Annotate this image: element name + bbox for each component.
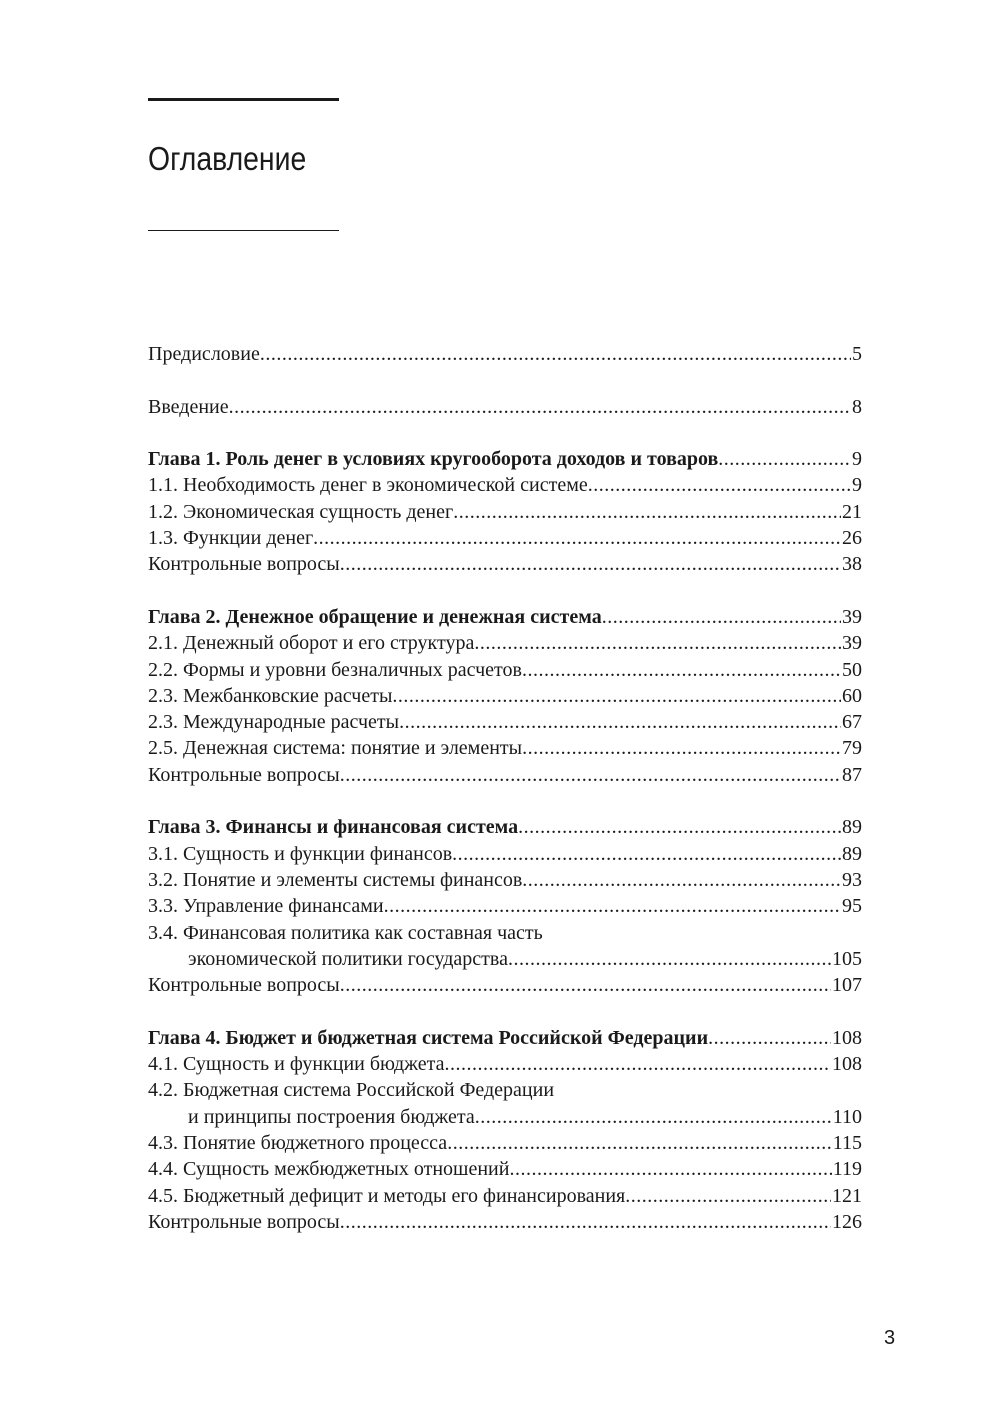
leader-dots <box>474 630 841 656</box>
toc-entry-2-2[interactable] <box>148 657 862 683</box>
toc-entry-text: 3.1. Сущность и функции финансов <box>148 842 453 865</box>
toc-page-number: 108 <box>832 1026 862 1049</box>
toc-page-number: 107 <box>832 974 862 997</box>
toc-group-chapter-3 <box>148 814 862 998</box>
toc-page-number: 93 <box>842 868 862 891</box>
toc-page-number: 39 <box>842 605 862 628</box>
toc-entry-text: 3.3. Управление финансами <box>148 895 384 918</box>
toc-entry-2-3[interactable] <box>148 683 862 709</box>
leader-dots <box>340 762 841 788</box>
toc-entry-2-5[interactable] <box>148 735 862 761</box>
page-title: Оглавление <box>148 140 307 177</box>
toc-page-number: 39 <box>842 632 862 655</box>
toc-page-number: 50 <box>842 658 862 681</box>
toc-entry-text: 4.1. Сущность и функции бюджета <box>148 1053 445 1076</box>
table-of-contents <box>148 341 862 1261</box>
toc-entry-text: 1.2. Экономическая сущность денег <box>148 500 454 523</box>
toc-entry-intro[interactable] <box>148 394 862 420</box>
toc-entry-text: 4.4. Сущность межбюджетных отношений <box>148 1158 510 1181</box>
leader-dots <box>522 657 841 683</box>
leader-dots <box>522 735 841 761</box>
toc-entry-chapter-2[interactable] <box>148 604 862 630</box>
toc-page-number: 89 <box>842 842 862 865</box>
leader-dots <box>625 1183 831 1209</box>
toc-entry-chapter-1[interactable] <box>148 446 862 472</box>
toc-entry-questions-2[interactable] <box>148 762 862 788</box>
toc-entry-text: Контрольные вопросы <box>148 1210 340 1233</box>
toc-entry-text: 2.1. Денежный оборот и его структура <box>148 632 475 655</box>
toc-page-number: 126 <box>832 1210 862 1233</box>
toc-entry-2-4[interactable] <box>148 709 862 735</box>
leader-dots <box>522 867 841 893</box>
toc-page-number: 8 <box>852 395 862 418</box>
leader-dots <box>508 946 831 972</box>
toc-entry-1-3[interactable] <box>148 525 862 551</box>
toc-entry-text: Введение <box>148 395 229 418</box>
leader-dots <box>475 1104 832 1130</box>
toc-entry-4-1[interactable] <box>148 1051 862 1077</box>
toc-entry-chapter-3[interactable] <box>148 814 862 840</box>
toc-entry-4-3[interactable] <box>148 1130 862 1156</box>
toc-entry-text: 3.2. Понятие и элементы системы финансов <box>148 868 523 891</box>
leader-dots <box>399 709 841 735</box>
toc-entry-text: 2.2. Формы и уровни безналичных расчетов <box>148 658 522 681</box>
leader-dots <box>313 525 841 551</box>
toc-chapter-title: Глава 3. Финансы и финансовая система <box>148 816 519 839</box>
toc-page-number: 21 <box>842 500 862 523</box>
title-underline <box>148 230 339 231</box>
leader-dots <box>509 1156 831 1182</box>
leader-dots <box>453 499 841 525</box>
toc-entry-3-4-line1[interactable]: 3.4. Финансовая политика как составная часть <box>148 921 543 944</box>
toc-page-number: 9 <box>852 448 862 471</box>
leader-dots <box>260 341 851 367</box>
toc-entry-4-4[interactable] <box>148 1156 862 1182</box>
toc-group-intro <box>148 394 862 420</box>
leader-dots <box>392 683 841 709</box>
toc-group-preface <box>148 341 862 367</box>
toc-entry-4-2[interactable] <box>148 1104 862 1130</box>
toc-page-number: 9 <box>852 474 862 497</box>
toc-entry-preface[interactable] <box>148 341 862 367</box>
toc-entry-text: и принципы построения бюджета <box>188 1105 475 1128</box>
toc-entry-text: Контрольные вопросы <box>148 553 340 576</box>
toc-chapter-title: Глава 1. Роль денег в условиях кругооборота доходов и товаров <box>148 448 719 471</box>
toc-page-number: 95 <box>842 895 862 918</box>
toc-entry-text: 4.3. Понятие бюджетного процесса <box>148 1131 448 1154</box>
toc-entry-4-2-line1[interactable]: 4.2. Бюджетная система Российской Федерации <box>148 1079 555 1102</box>
toc-page-number: 67 <box>842 711 862 734</box>
toc-page-number: 79 <box>842 737 862 760</box>
toc-entry-4-5[interactable] <box>148 1183 862 1209</box>
toc-entry-questions-4[interactable] <box>148 1209 862 1235</box>
leader-dots <box>444 1051 831 1077</box>
toc-page-number: 115 <box>832 1131 862 1154</box>
toc-page-number: 26 <box>842 527 862 550</box>
toc-entry-1-2[interactable] <box>148 499 862 525</box>
leader-dots <box>384 893 841 919</box>
leader-dots <box>708 1025 831 1051</box>
toc-group-chapter-1 <box>148 446 862 577</box>
leader-dots <box>229 394 851 420</box>
toc-entry-text: Предисловие <box>148 343 260 365</box>
toc-entry-text: экономической политики государства <box>188 947 508 970</box>
toc-group-chapter-4 <box>148 1025 862 1235</box>
toc-page-number: 119 <box>832 1158 862 1181</box>
toc-page-number: 60 <box>842 684 862 707</box>
leader-dots <box>447 1130 832 1156</box>
leader-dots <box>340 972 831 998</box>
toc-entry-questions-3[interactable] <box>148 972 862 998</box>
leader-dots <box>588 472 851 498</box>
toc-page-number: 5 <box>852 343 862 365</box>
toc-entry-3-3[interactable] <box>148 893 862 919</box>
toc-entry-questions-1[interactable] <box>148 551 862 577</box>
toc-entry-text: Контрольные вопросы <box>148 763 340 786</box>
toc-entry-2-1[interactable] <box>148 630 862 656</box>
toc-chapter-title: Глава 4. Бюджет и бюджетная система Российской Федерации <box>148 1026 709 1049</box>
toc-entry-text: Контрольные вопросы <box>148 974 340 997</box>
toc-entry-3-2[interactable] <box>148 867 862 893</box>
top-rule <box>148 98 339 101</box>
toc-entry-text: 2.3. Межбанковские расчеты <box>148 684 393 707</box>
toc-entry-text: 4.5. Бюджетный дефицит и методы его финансирования <box>148 1184 626 1207</box>
toc-page-number: 38 <box>842 553 862 576</box>
toc-entry-text: 1.1. Необходимость денег в экономической системе <box>148 474 588 497</box>
leader-dots <box>340 551 841 577</box>
page-number: 3 <box>884 1327 896 1349</box>
toc-page-number: 105 <box>832 947 862 970</box>
leader-dots <box>518 814 841 840</box>
toc-group-chapter-2 <box>148 604 862 788</box>
toc-entry-text: 2.3. Международные расчеты <box>148 711 400 734</box>
leader-dots <box>452 841 841 867</box>
toc-entry-1-1[interactable] <box>148 472 862 498</box>
toc-page-number: 89 <box>842 816 862 839</box>
toc-entry-chapter-4[interactable] <box>148 1025 862 1051</box>
toc-entry-text: 2.5. Денежная система: понятие и элементы <box>148 737 523 760</box>
toc-entry-3-4[interactable] <box>148 946 862 972</box>
toc-chapter-title: Глава 2. Денежное обращение и денежная система <box>148 605 602 628</box>
leader-dots <box>340 1209 831 1235</box>
toc-entry-3-1[interactable] <box>148 841 862 867</box>
toc-page-number: 108 <box>832 1053 862 1076</box>
toc-page-number: 121 <box>832 1184 862 1207</box>
toc-entry-text: 1.3. Функции денег <box>148 527 314 550</box>
leader-dots <box>718 446 851 472</box>
toc-page-number: 87 <box>842 763 862 786</box>
leader-dots <box>602 604 841 630</box>
toc-page-number: 110 <box>832 1105 862 1128</box>
